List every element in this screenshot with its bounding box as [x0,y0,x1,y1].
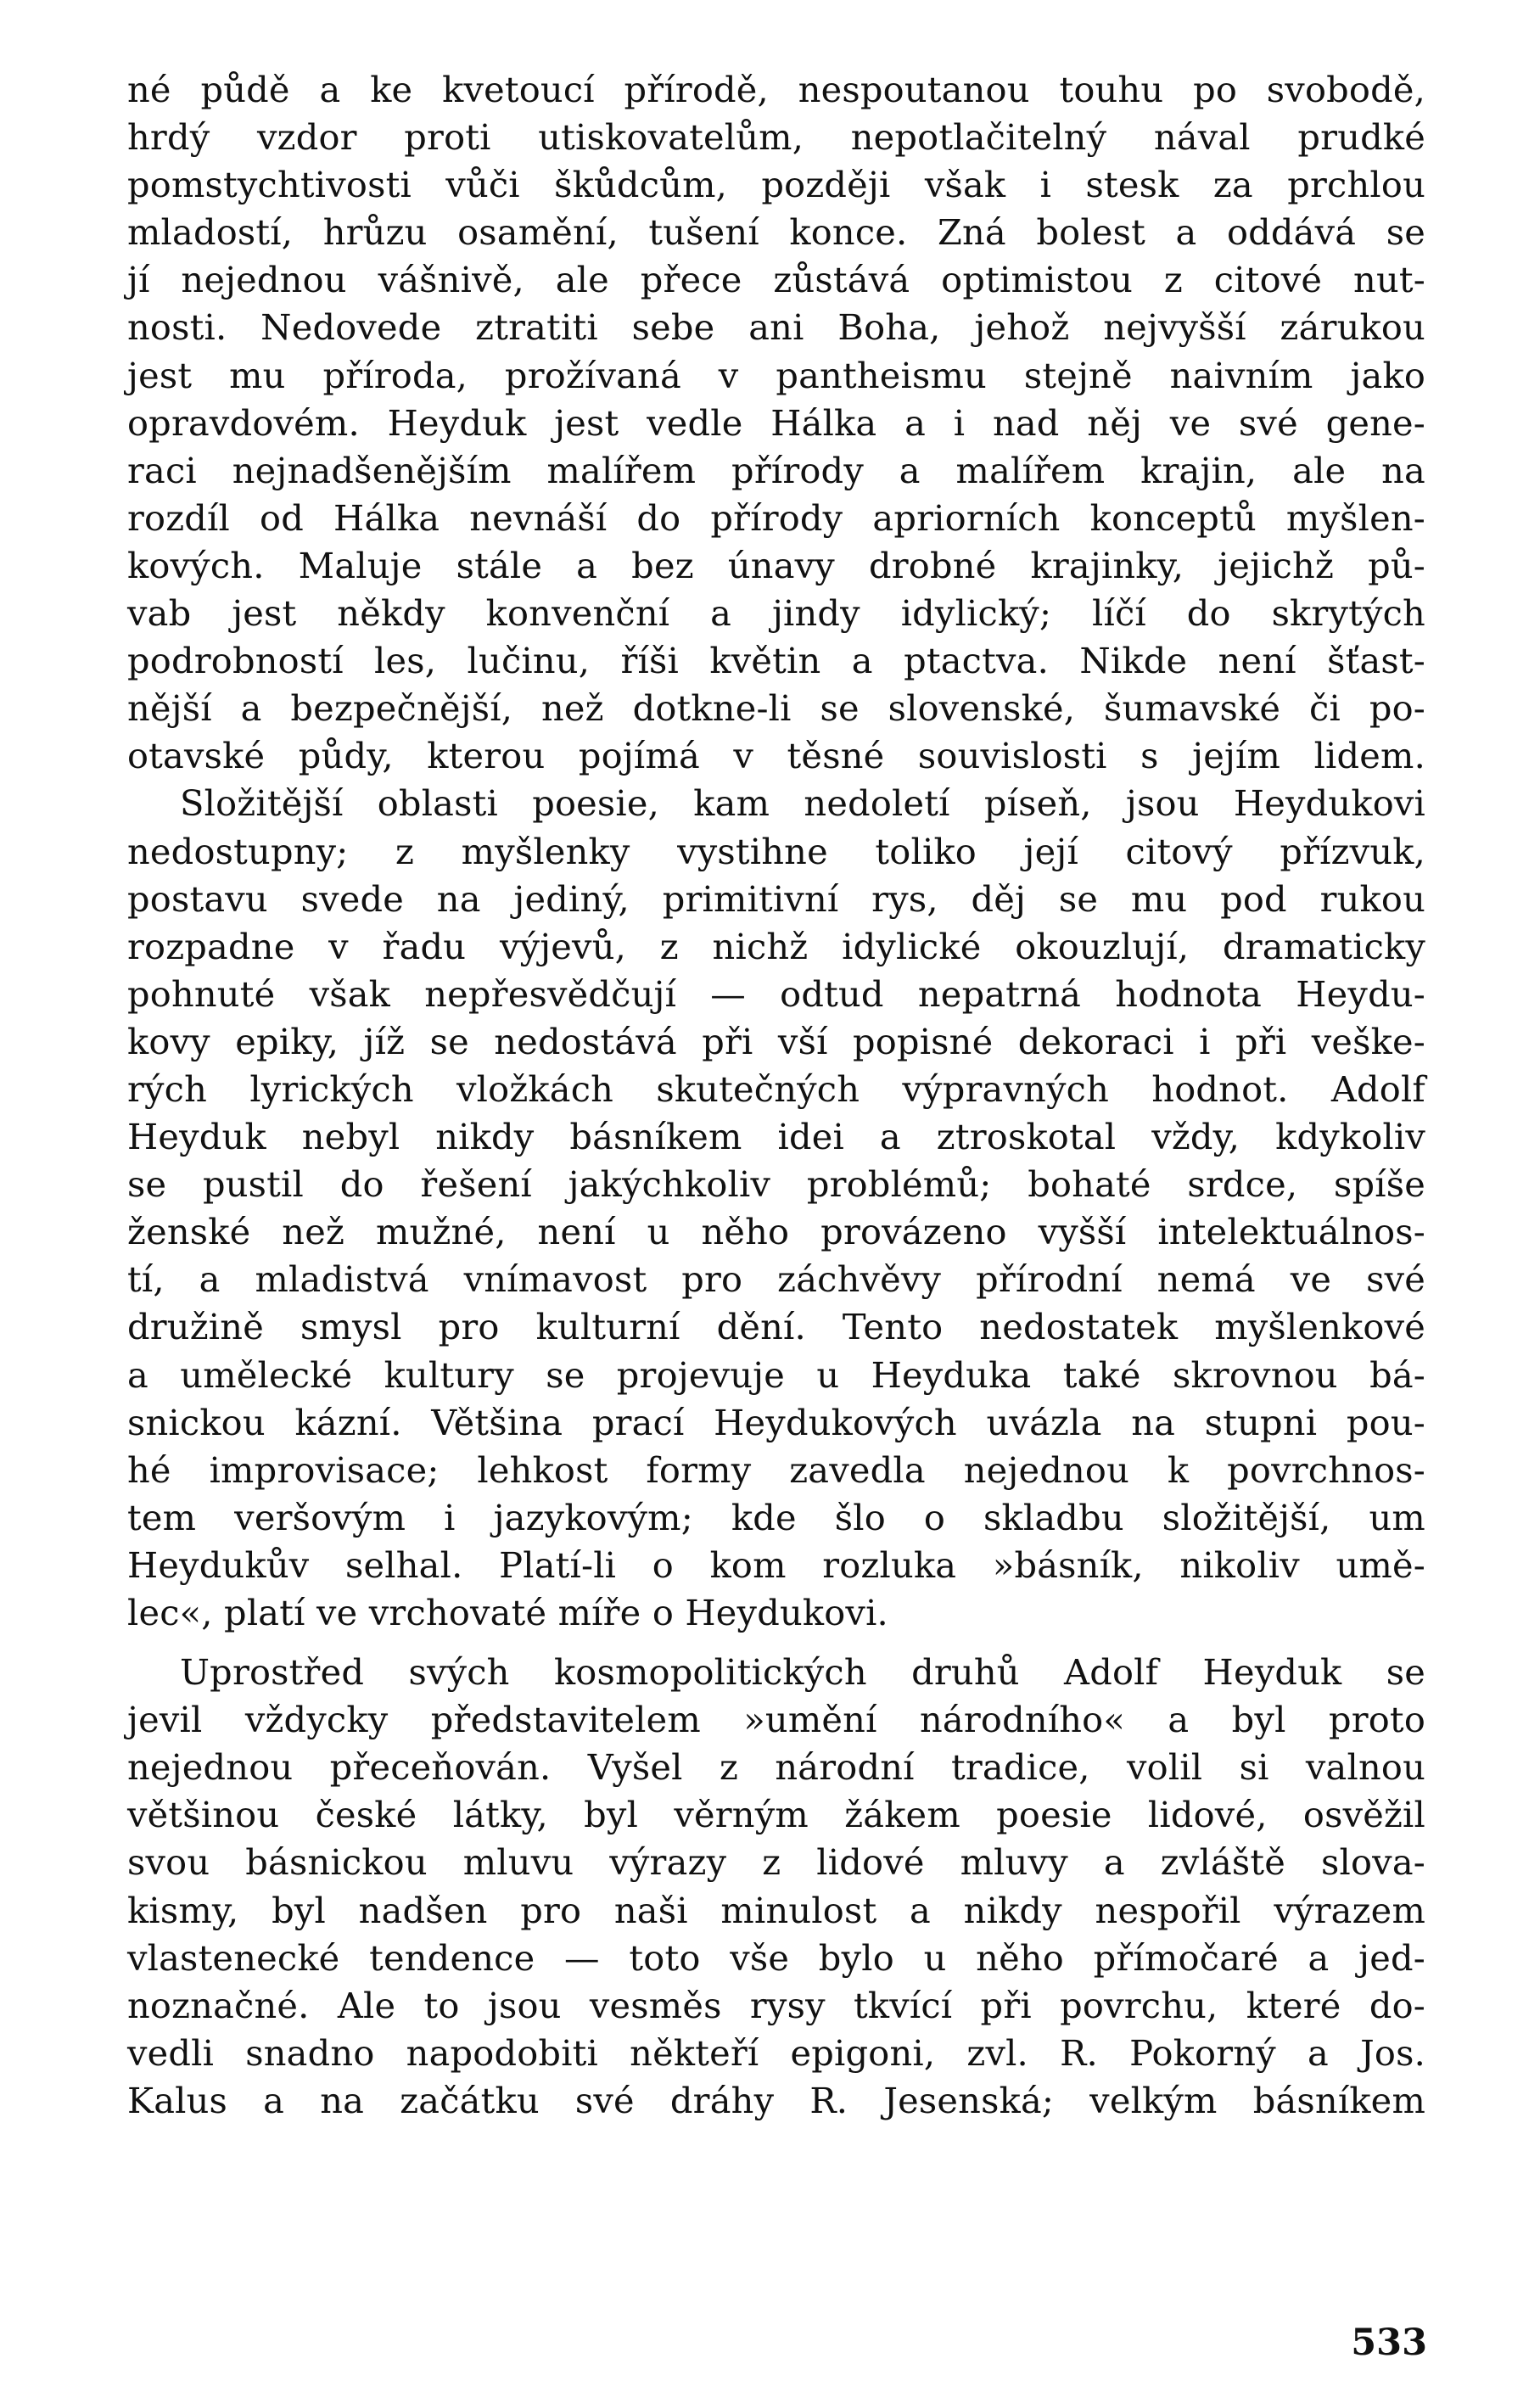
text-line: většinou české látky, byl věrným žákem poesie lidové, osvěžil [127,1794,1425,1836]
text-line: otavské půdy, kterou pojímá v těsné souvislosti s jejím lidem. [127,735,1425,777]
text-line: jevil vždycky představitelem »umění národního« a byl proto [127,1699,1425,1741]
text-line: kových. Maluje stále a bez únavy drobné krajinky, jejichž pů- [127,544,1425,586]
text-line: vab jest někdy konvenční a jindy idylický; líčí do skrytých [127,592,1425,635]
text-line: Uprostřed svých kosmopolitických druhů Adolf Heyduk se [180,1651,1425,1694]
text-line: pomstychtivosti vůči škůdcům, později však i stesk za prchlou [127,164,1425,206]
text-line: rozpadne v řadu výjevů, z nichž idylické okouzlují, dramaticky [127,925,1425,967]
text-line: tem veršovým i jazykovým; kde šlo o skladbu složitější, um [127,1496,1425,1538]
text-line: kismy, byl nadšen pro naši minulost a nikdy nespořil výrazem [127,1889,1425,1931]
text-line: mladostí, hrůzu osamění, tušení konce. Zná bolest a oddává se [127,211,1425,254]
text-line: noznačné. Ale to jsou vesměs rysy tkvící při povrchu, které do- [127,1984,1425,2026]
text-line: Heydukův selhal. Platí-li o kom rozluka »básník, nikoliv umě- [127,1543,1425,1586]
text-line: družině smysl pro kulturní dění. Tento nedostatek myšlenkové [127,1306,1425,1348]
page-text [127,66,1425,2125]
text-line: snickou kázní. Většina prací Heydukových uvázla na stupni pou- [127,1401,1425,1443]
text-line: nosti. Nedovede ztratiti sebe ani Boha, jehož nejvyšší zárukou [127,306,1425,349]
text-line: a umělecké kultury se projevuje u Heyduka také skrovnou bá- [127,1353,1425,1396]
text-line: rých lyrických vložkách skutečných výpravných hodnot. Adolf [127,1067,1425,1110]
text-line: lec«, platí ve vrchovaté míře o Heydukovi. [127,1592,888,1633]
text-line: jí nejednou vášnivě, ale přece zůstává optimistou z citové nut- [127,259,1425,301]
text-line: opravdovém. Heyduk jest vedle Hálka a i nad něj ve své gene- [127,401,1425,444]
text-line: Kalus a na začátku své dráhy R. Jesenská; velkým básníkem [127,2079,1425,2121]
text-line: né půdě a ke kvetoucí přírodě, nespoutanou touhu po svobodě, [127,69,1425,110]
text-line: kovy epiky, jíž se nedostává při vší popisné dekoraci i při veške- [127,1020,1425,1062]
text-line: Heyduk nebyl nikdy básníkem idei a ztroskotal vždy, kdykoliv [127,1116,1425,1158]
text-line: hé improvisace; lehkost formy zavedla nejednou k povrchnos- [127,1448,1425,1491]
page-number: 533 [1351,2322,1427,2364]
text-line: jest mu příroda, prožívaná v pantheismu stejně naivním jako [127,354,1425,396]
text-line: vedli snadno napodobiti někteří epigoni, zvl. R. Pokorný a Jos. [127,2031,1425,2074]
text-line: Složitější oblasti poesie, kam nedoletí píseň, jsou Heydukovi [180,782,1425,825]
text-line: postavu svede na jediný, primitivní rys, děj se mu pod rukou [127,877,1425,920]
text-line: tí, a mladistvá vnímavost pro záchvěvy přírodní nemá ve své [127,1258,1425,1301]
text-line: svou básnickou mluvu výrazy z lidové mluvy a zvláště slova- [127,1841,1425,1884]
text-line: se pustil do řešení jakýchkoliv problémů; bohaté srdce, spíše [127,1163,1425,1206]
text-line: podrobností les, lučinu, říši květin a ptactva. Nikde není šťast- [127,640,1425,682]
text-line: nejednou přeceňován. Vyšel z národní tradice, volil si valnou [127,1746,1425,1789]
text-line: pohnuté však nepřesvědčují — odtud nepatrná hodnota Heydu- [127,972,1425,1015]
text-line: rozdíl od Hálka nevnáší do přírody apriorních konceptů myšlen- [127,496,1425,539]
text-line: vlastenecké tendence — toto vše bylo u něho přímočaré a jed- [127,1936,1425,1979]
text-line: hrdý vzdor proti utiskovatelům, nepotlačitelný nával prudké [127,116,1425,159]
text-line: ženské než mužné, není u něho provázeno vyšší intelektuálnos- [127,1211,1425,1253]
text-line: raci nejnadšenějším malířem přírody a malířem krajin, ale na [127,449,1425,491]
text-line: nedostupny; z myšlenky vystihne toliko její citový přízvuk, [127,830,1425,872]
text-line: nější a bezpečnější, než dotkne-li se slovenské, šumavské či po- [127,687,1425,730]
